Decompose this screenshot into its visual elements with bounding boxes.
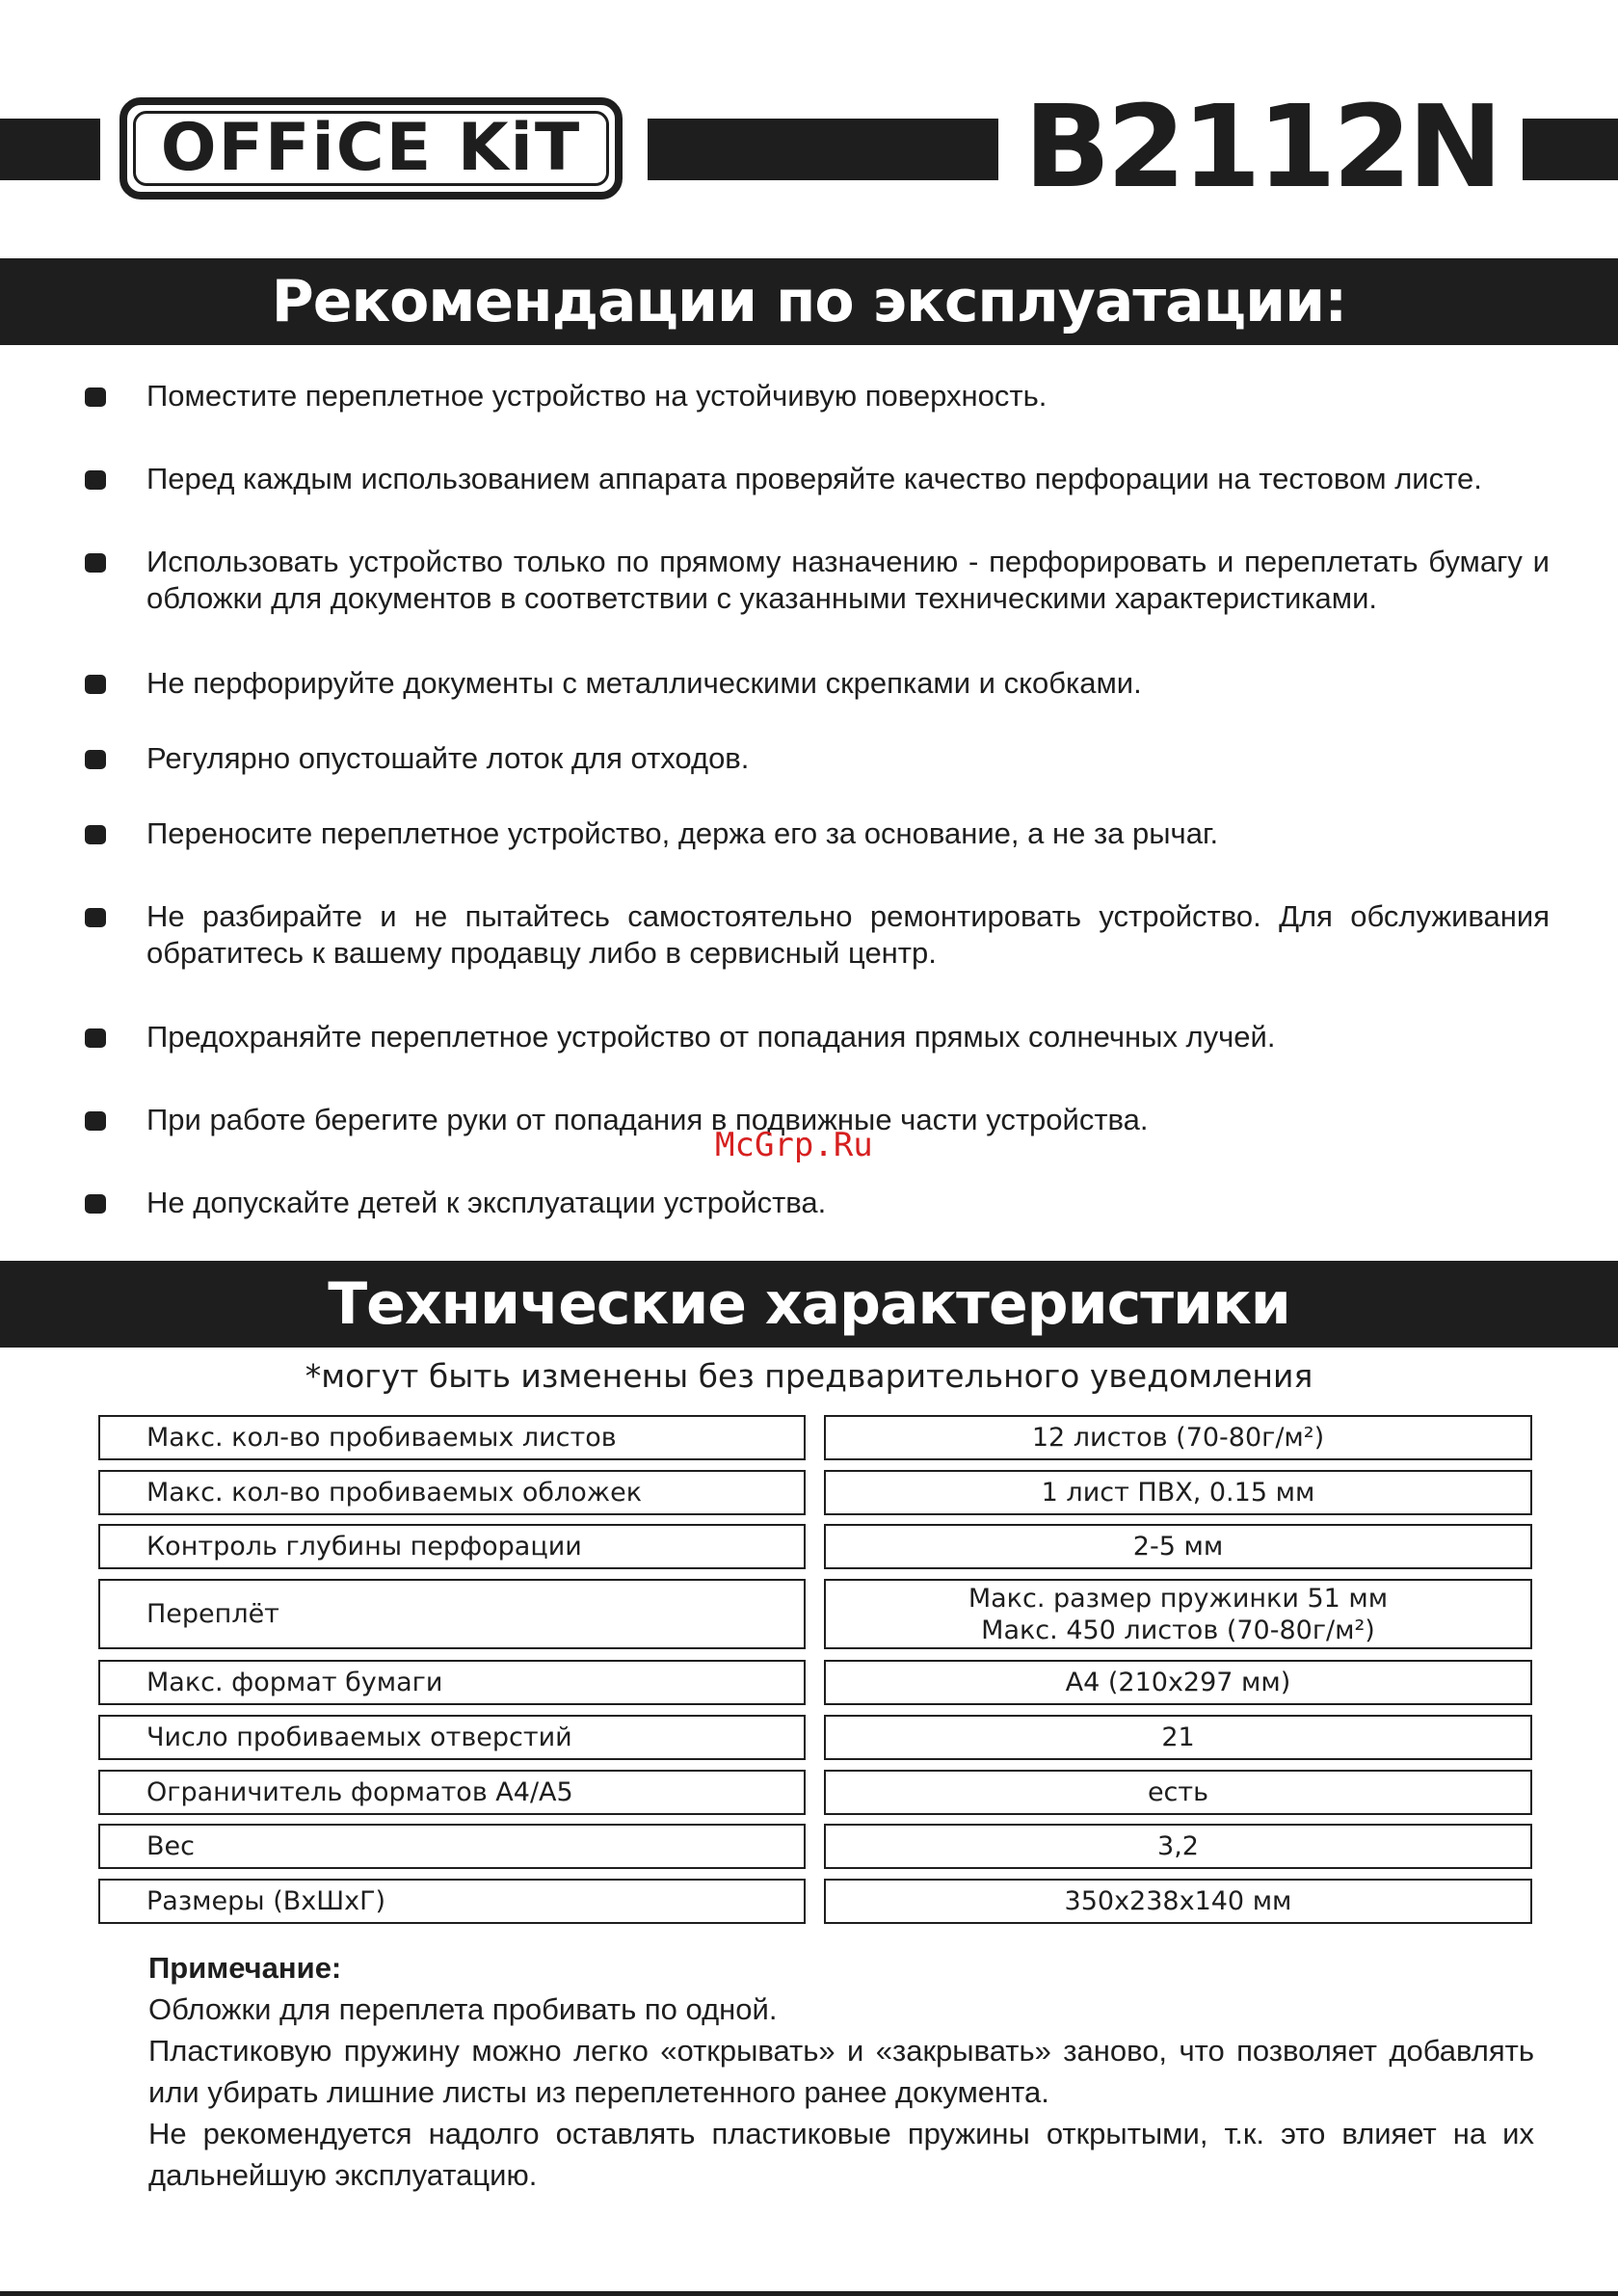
list-item-text: Не разбирайте и не пытайтесь самостоятельно ремонтировать устройство. Для обслуживания обратитесь к вашему продавцу либо в сервисный центр. (146, 899, 1550, 970)
recommendations-heading: Рекомендации по эксплуатации: (0, 258, 1618, 345)
spec-value: А4 (210x297 мм) (824, 1660, 1532, 1705)
bullet-icon (85, 387, 106, 407)
brand-logo-text: OFFiCE KiT (133, 111, 609, 186)
note-line: Обложки для переплета пробивать по одной. (148, 1992, 778, 2026)
note-line: Не рекомендуется надолго оставлять пластиковые пружины открытыми, т.к. это влияет на их дальнейшую эксплуатацию. (148, 2117, 1534, 2192)
spec-label: Контроль глубины перфорации (98, 1524, 806, 1569)
spec-value: 3,2 (824, 1824, 1532, 1869)
watermark: McGrp.Ru (715, 1126, 873, 1164)
spec-label: Макс. формат бумаги (98, 1660, 806, 1705)
list-item-text: Использовать устройство только по прямому назначению - перфорировать и переплетать бумагу и обложки для документов в соответствии с указанными техническими характеристиками. (146, 545, 1550, 615)
spec-label: Вес (98, 1824, 806, 1869)
list-item-text: Регулярно опустошайте лоток для отходов. (146, 741, 750, 775)
header-bar-middle (648, 119, 998, 180)
note-line: Пластиковую пружину можно легко «открывать» и «закрывать» заново, что позволяет добавлять или убирать лишние листы из переплетенного ранее документа. (148, 2034, 1534, 2109)
spec-label: Ограничитель форматов А4/А5 (98, 1770, 806, 1815)
bullet-icon (85, 1028, 106, 1048)
spec-value: 1 лист ПВХ, 0.15 мм (824, 1470, 1532, 1515)
spec-label: Макс. кол-во пробиваемых обложек (98, 1470, 806, 1515)
brand-logo (119, 97, 623, 200)
list-item-text: Перед каждым использованием аппарата проверяйте качество перфорации на тестовом листе. (146, 462, 1482, 495)
bullet-icon (85, 470, 106, 490)
spec-value-line: Макс. размер пружинки 51 мм (968, 1583, 1389, 1614)
spec-value-line: Макс. 450 листов (70-80г/м²) (981, 1615, 1375, 1645)
header-bar-left (0, 119, 100, 180)
spec-label: Размеры (ВхШхГ) (98, 1879, 806, 1924)
list-item-text: Предохраняйте переплетное устройство от попадания прямых солнечных лучей. (146, 1020, 1276, 1054)
spec-value: 12 листов (70-80г/м²) (824, 1415, 1532, 1460)
bullet-icon (85, 908, 106, 927)
spec-value: 21 (824, 1715, 1532, 1760)
spec-label: Переплёт (98, 1579, 806, 1649)
note-block (148, 1947, 1534, 2196)
spec-label: Макс. кол-во пробиваемых листов (98, 1415, 806, 1460)
spec-value: 2-5 мм (824, 1524, 1532, 1569)
list-item-text: Не допускайте детей к эксплуатации устройства. (146, 1186, 827, 1219)
bullet-icon (85, 675, 106, 694)
spec-value-stack (968, 1583, 1388, 1646)
bullet-icon (85, 1111, 106, 1131)
header-bar-right (1523, 119, 1618, 180)
specs-subtitle: *могут быть изменены без предварительного уведомления (305, 1357, 1313, 1395)
list-item-text: Поместите переплетное устройство на устойчивую поверхность. (146, 379, 1048, 413)
model-number: B2112N (1023, 80, 1499, 213)
specs-heading: Технические характеристики (0, 1261, 1618, 1348)
list-item-text: При работе берегите руки от попадания в подвижные части устройства. (146, 1103, 1149, 1136)
note-title: Примечание: (148, 1951, 342, 1985)
list-item-text: Не перфорируйте документы с металлическими скрепками и скобками. (146, 666, 1142, 700)
bullet-icon (85, 553, 106, 573)
bullet-icon (85, 1194, 106, 1214)
list-item-text: Переносите переплетное устройство, держа его за основание, а не за рычаг. (146, 816, 1219, 850)
bottom-divider (0, 2291, 1618, 2296)
spec-value: 350x238x140 мм (824, 1879, 1532, 1924)
bullet-icon (85, 750, 106, 769)
spec-label: Число пробиваемых отверстий (98, 1715, 806, 1760)
bullet-icon (85, 825, 106, 844)
spec-value (824, 1579, 1532, 1649)
spec-value: есть (824, 1770, 1532, 1815)
